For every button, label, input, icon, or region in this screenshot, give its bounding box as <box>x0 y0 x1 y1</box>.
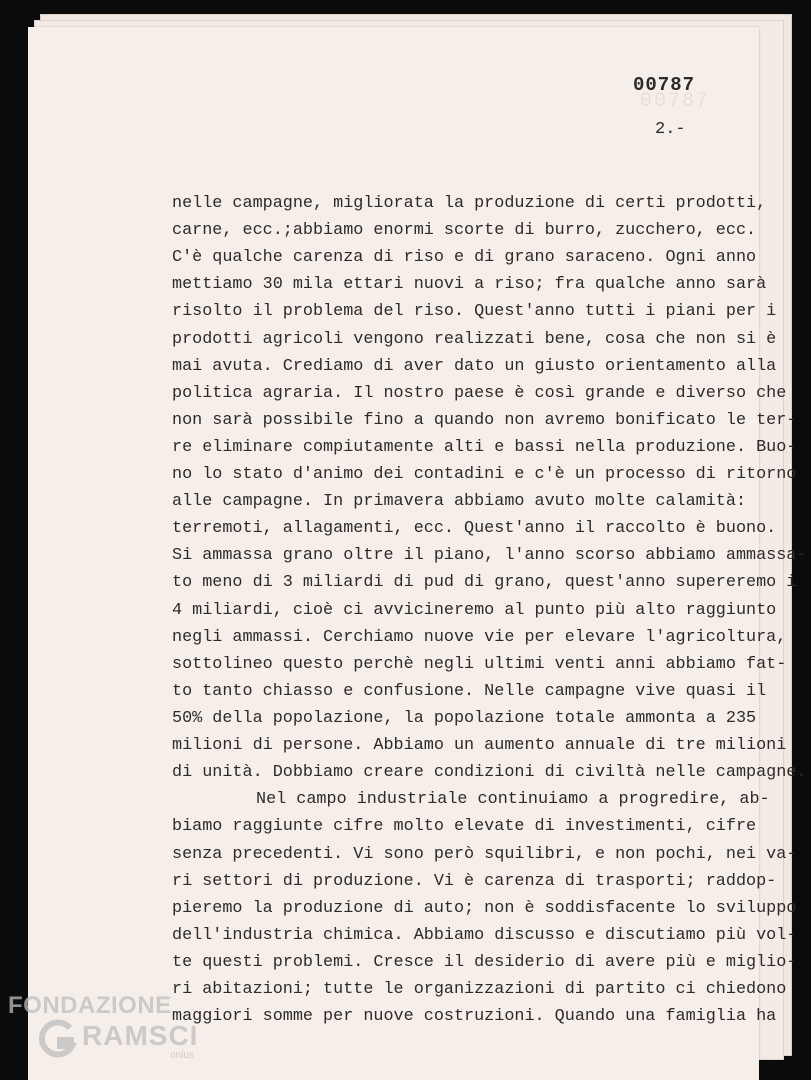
text-line: biamo raggiunte cifre molto elevate di investimenti, cifre <box>172 817 757 836</box>
text-line: 4 miliardi, cioè ci avvicineremo al punto più alto raggiunto <box>172 601 777 620</box>
text-line: 50% della popolazione, la popolazione totale ammonta a 235 <box>172 709 757 728</box>
bleed-through-number: 00787 <box>640 90 711 113</box>
text-line: politica agraria. Il nostro paese è così grande e diverso che <box>172 384 787 403</box>
text-line: nelle campagne, migliorata la produzione di certi prodotti, <box>172 194 767 213</box>
text-line: re eliminare compiutamente alti e bassi nella produzione. Buo- <box>172 438 797 457</box>
text-line: prodotti agricoli vengono realizzati bene, cosa che non si è <box>172 330 777 349</box>
text-line: alle campagne. In primavera abbiamo avuto molte calamità: <box>172 492 747 511</box>
text-line: ri settori di produzione. Vi è carenza di trasporti; raddop- <box>172 872 777 891</box>
document-number: 00787 <box>633 74 696 96</box>
text-line: terremoti, allagamenti, ecc. Quest'anno il raccolto è buono. <box>172 519 777 538</box>
watermark-line-2: RAMSCI <box>82 1020 199 1051</box>
text-line: pieremo la produzione di auto; non è soddisfacente lo sviluppo <box>172 899 797 918</box>
text-line: sottolineo questo perchè negli ultimi venti anni abbiamo fat- <box>172 655 787 674</box>
text-line: to tanto chiasso e confusione. Nelle campagne vive quasi il <box>172 682 767 701</box>
watermark-g-logo-icon <box>36 1018 80 1062</box>
text-line: mettiamo 30 mila ettari nuovi a riso; fra qualche anno sarà <box>172 275 767 294</box>
page-number: 2.- <box>655 120 686 139</box>
text-line-indented: Nel campo industriale continuiamo a progredire, ab- <box>256 790 770 809</box>
watermark-line-3: onlus <box>170 1050 194 1061</box>
text-line: te questi problemi. Cresce il desiderio di avere più e miglio- <box>172 953 797 972</box>
text-line: mai avuta. Crediamo di aver dato un giusto orientamento alla <box>172 357 777 376</box>
text-line: milioni di persone. Abbiamo un aumento annuale di tre milioni <box>172 736 787 755</box>
fondazione-gramsci-watermark <box>8 992 208 1072</box>
text-line: Si ammassa grano oltre il piano, l'anno scorso abbiamo ammassa- <box>172 546 807 565</box>
text-line: to meno di 3 miliardi di pud di grano, quest'anno supereremo i <box>172 573 797 592</box>
watermark-line-1: FONDAZIONE <box>8 992 172 1019</box>
text-line: senza precedenti. Vi sono però squilibri, e non pochi, nei va- <box>172 845 797 864</box>
text-line: carne, ecc.;abbiamo enormi scorte di burro, zucchero, ecc. <box>172 221 757 240</box>
text-line: di unità. Dobbiamo creare condizioni di civiltà nelle campagne. <box>172 763 807 782</box>
text-line: dell'industria chimica. Abbiamo discusso e discutiamo più vol- <box>172 926 797 945</box>
text-line: negli ammassi. Cerchiamo nuove vie per elevare l'agricoltura, <box>172 628 787 647</box>
text-line: maggiori somme per nuove costruzioni. Quando una famiglia ha <box>172 1007 777 1026</box>
text-line: non sarà possibile fino a quando non avremo bonificato le ter- <box>172 411 797 430</box>
text-line: no lo stato d'animo dei contadini e c'è un processo di ritorno <box>172 465 797 484</box>
text-line: risolto il problema del riso. Quest'anno tutti i piani per i <box>172 302 777 321</box>
text-line: C'è qualche carenza di riso e di grano saraceno. Ogni anno <box>172 248 757 267</box>
text-line: ri abitazioni; tutte le organizzazioni di partito ci chiedono <box>172 980 787 999</box>
